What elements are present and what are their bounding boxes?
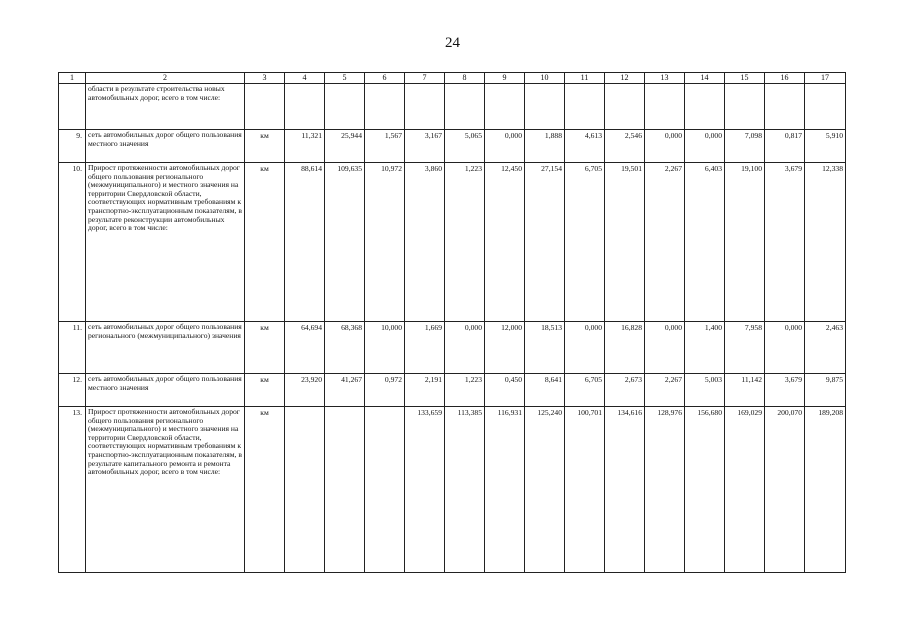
column-number-header: 3 (245, 73, 285, 84)
value-cell: 3,860 (405, 163, 445, 322)
unit-cell: км (245, 407, 285, 573)
value-cell: 25,944 (325, 130, 365, 163)
indicator-name-cell: сеть автомобильных дорог общего пользования местного значения (86, 374, 245, 407)
table-row (59, 374, 846, 407)
value-cell: 3,167 (405, 130, 445, 163)
column-number-header: 11 (565, 73, 605, 84)
unit-cell: км (245, 163, 285, 322)
value-cell (365, 84, 405, 130)
value-cell: 12,450 (485, 163, 525, 322)
column-number-header: 15 (725, 73, 765, 84)
indicator-name-cell: Прирост протяженности автомобильных дорог общего пользования регионального (межмуниципального) и местного значения на территории Свердловской области, соответствующих нормативным требованиям к транспортно-эксплуатационным показателям, в результате реконструкции автомобильных дорог, всего в том числе: (86, 163, 245, 322)
column-number-header: 4 (285, 73, 325, 84)
indicator-name-cell: сеть автомобильных дорог общего пользования местного значения (86, 130, 245, 163)
column-number-header: 1 (59, 73, 86, 84)
value-cell: 2,673 (605, 374, 645, 407)
value-cell: 8,641 (525, 374, 565, 407)
value-cell: 2,267 (645, 163, 685, 322)
value-cell: 4,613 (565, 130, 605, 163)
value-cell: 2,267 (645, 374, 685, 407)
value-cell: 113,385 (445, 407, 485, 573)
value-cell: 169,029 (725, 407, 765, 573)
value-cell: 68,368 (325, 322, 365, 374)
value-cell: 1,223 (445, 163, 485, 322)
row-number-cell: 9. (59, 130, 86, 163)
column-number-header: 9 (485, 73, 525, 84)
value-cell: 0,450 (485, 374, 525, 407)
value-cell: 3,679 (765, 374, 805, 407)
value-cell: 19,100 (725, 163, 765, 322)
value-cell: 9,875 (805, 374, 846, 407)
unit-cell: км (245, 322, 285, 374)
column-number-header: 5 (325, 73, 365, 84)
column-number-header-row (59, 73, 846, 84)
column-number-header: 16 (765, 73, 805, 84)
value-cell: 189,208 (805, 407, 846, 573)
value-cell (645, 84, 685, 130)
value-cell: 0,000 (645, 130, 685, 163)
column-number-header: 12 (605, 73, 645, 84)
indicator-name-cell: Прирост протяженности автомобильных дорог общего пользования регионального (межмуниципального) и местного значения на территории Свердловской области, соответствующих нормативным требованиям к транспортно-эксплуатационным показателям, в результате капитального ремонта и ремонта автомобильных дорог, всего в том числе: (86, 407, 245, 573)
value-cell (605, 84, 645, 130)
value-cell (325, 407, 365, 573)
table-row (59, 322, 846, 374)
value-cell: 1,400 (685, 322, 725, 374)
value-cell: 134,616 (605, 407, 645, 573)
value-cell: 6,403 (685, 163, 725, 322)
value-cell: 5,003 (685, 374, 725, 407)
value-cell (725, 84, 765, 130)
value-cell: 10,972 (365, 163, 405, 322)
value-cell: 11,321 (285, 130, 325, 163)
value-cell: 1,669 (405, 322, 445, 374)
value-cell (805, 84, 846, 130)
value-cell: 133,659 (405, 407, 445, 573)
value-cell (325, 84, 365, 130)
value-cell: 7,098 (725, 130, 765, 163)
unit-cell (245, 84, 285, 130)
value-cell: 23,920 (285, 374, 325, 407)
value-cell: 10,000 (365, 322, 405, 374)
value-cell: 12,338 (805, 163, 846, 322)
page-number: 24 (445, 35, 460, 51)
value-cell (685, 84, 725, 130)
value-cell: 7,958 (725, 322, 765, 374)
value-cell: 1,888 (525, 130, 565, 163)
value-cell: 18,513 (525, 322, 565, 374)
value-cell: 27,154 (525, 163, 565, 322)
row-number-cell: 10. (59, 163, 86, 322)
row-number-cell: 11. (59, 322, 86, 374)
value-cell: 1,223 (445, 374, 485, 407)
value-cell: 3,679 (765, 163, 805, 322)
table-row (59, 84, 846, 130)
value-cell: 116,931 (485, 407, 525, 573)
value-cell: 156,680 (685, 407, 725, 573)
table-row (59, 163, 846, 322)
value-cell (445, 84, 485, 130)
value-cell: 11,142 (725, 374, 765, 407)
value-cell: 0,000 (445, 322, 485, 374)
table-row (59, 130, 846, 163)
row-number-cell: 12. (59, 374, 86, 407)
value-cell (525, 84, 565, 130)
value-cell (485, 84, 525, 130)
column-number-header: 14 (685, 73, 725, 84)
row-number-cell: 13. (59, 407, 86, 573)
value-cell: 0,000 (485, 130, 525, 163)
value-cell: 16,828 (605, 322, 645, 374)
value-cell (285, 84, 325, 130)
value-cell: 5,910 (805, 130, 846, 163)
value-cell: 0,000 (765, 322, 805, 374)
indicator-name-cell: сеть автомобильных дорог общего пользования регионального (межмуниципального) значения (86, 322, 245, 374)
value-cell: 0,972 (365, 374, 405, 407)
value-cell: 109,635 (325, 163, 365, 322)
table-row (59, 407, 846, 573)
value-cell: 128,976 (645, 407, 685, 573)
column-number-header: 10 (525, 73, 565, 84)
value-cell: 19,501 (605, 163, 645, 322)
value-cell: 5,065 (445, 130, 485, 163)
value-cell: 64,694 (285, 322, 325, 374)
value-cell: 41,267 (325, 374, 365, 407)
column-number-header: 17 (805, 73, 846, 84)
indicators-table (58, 72, 846, 573)
column-number-header: 7 (405, 73, 445, 84)
row-number-cell (59, 84, 86, 130)
value-cell (285, 407, 325, 573)
value-cell (765, 84, 805, 130)
value-cell: 125,240 (525, 407, 565, 573)
value-cell: 200,070 (765, 407, 805, 573)
column-number-header: 6 (365, 73, 405, 84)
value-cell (565, 84, 605, 130)
value-cell: 88,614 (285, 163, 325, 322)
value-cell: 2,191 (405, 374, 445, 407)
unit-cell: км (245, 130, 285, 163)
value-cell (365, 407, 405, 573)
value-cell: 2,546 (605, 130, 645, 163)
value-cell: 6,705 (565, 374, 605, 407)
indicator-name-cell: области в результате строительства новых автомобильных дорог, всего в том числе: (86, 84, 245, 130)
value-cell: 1,567 (365, 130, 405, 163)
value-cell: 0,817 (765, 130, 805, 163)
column-number-header: 8 (445, 73, 485, 84)
value-cell: 0,000 (645, 322, 685, 374)
value-cell: 2,463 (805, 322, 846, 374)
value-cell (405, 84, 445, 130)
column-number-header: 2 (86, 73, 245, 84)
value-cell: 0,000 (685, 130, 725, 163)
value-cell: 12,000 (485, 322, 525, 374)
unit-cell: км (245, 374, 285, 407)
column-number-header: 13 (645, 73, 685, 84)
value-cell: 100,701 (565, 407, 605, 573)
value-cell: 6,705 (565, 163, 605, 322)
value-cell: 0,000 (565, 322, 605, 374)
